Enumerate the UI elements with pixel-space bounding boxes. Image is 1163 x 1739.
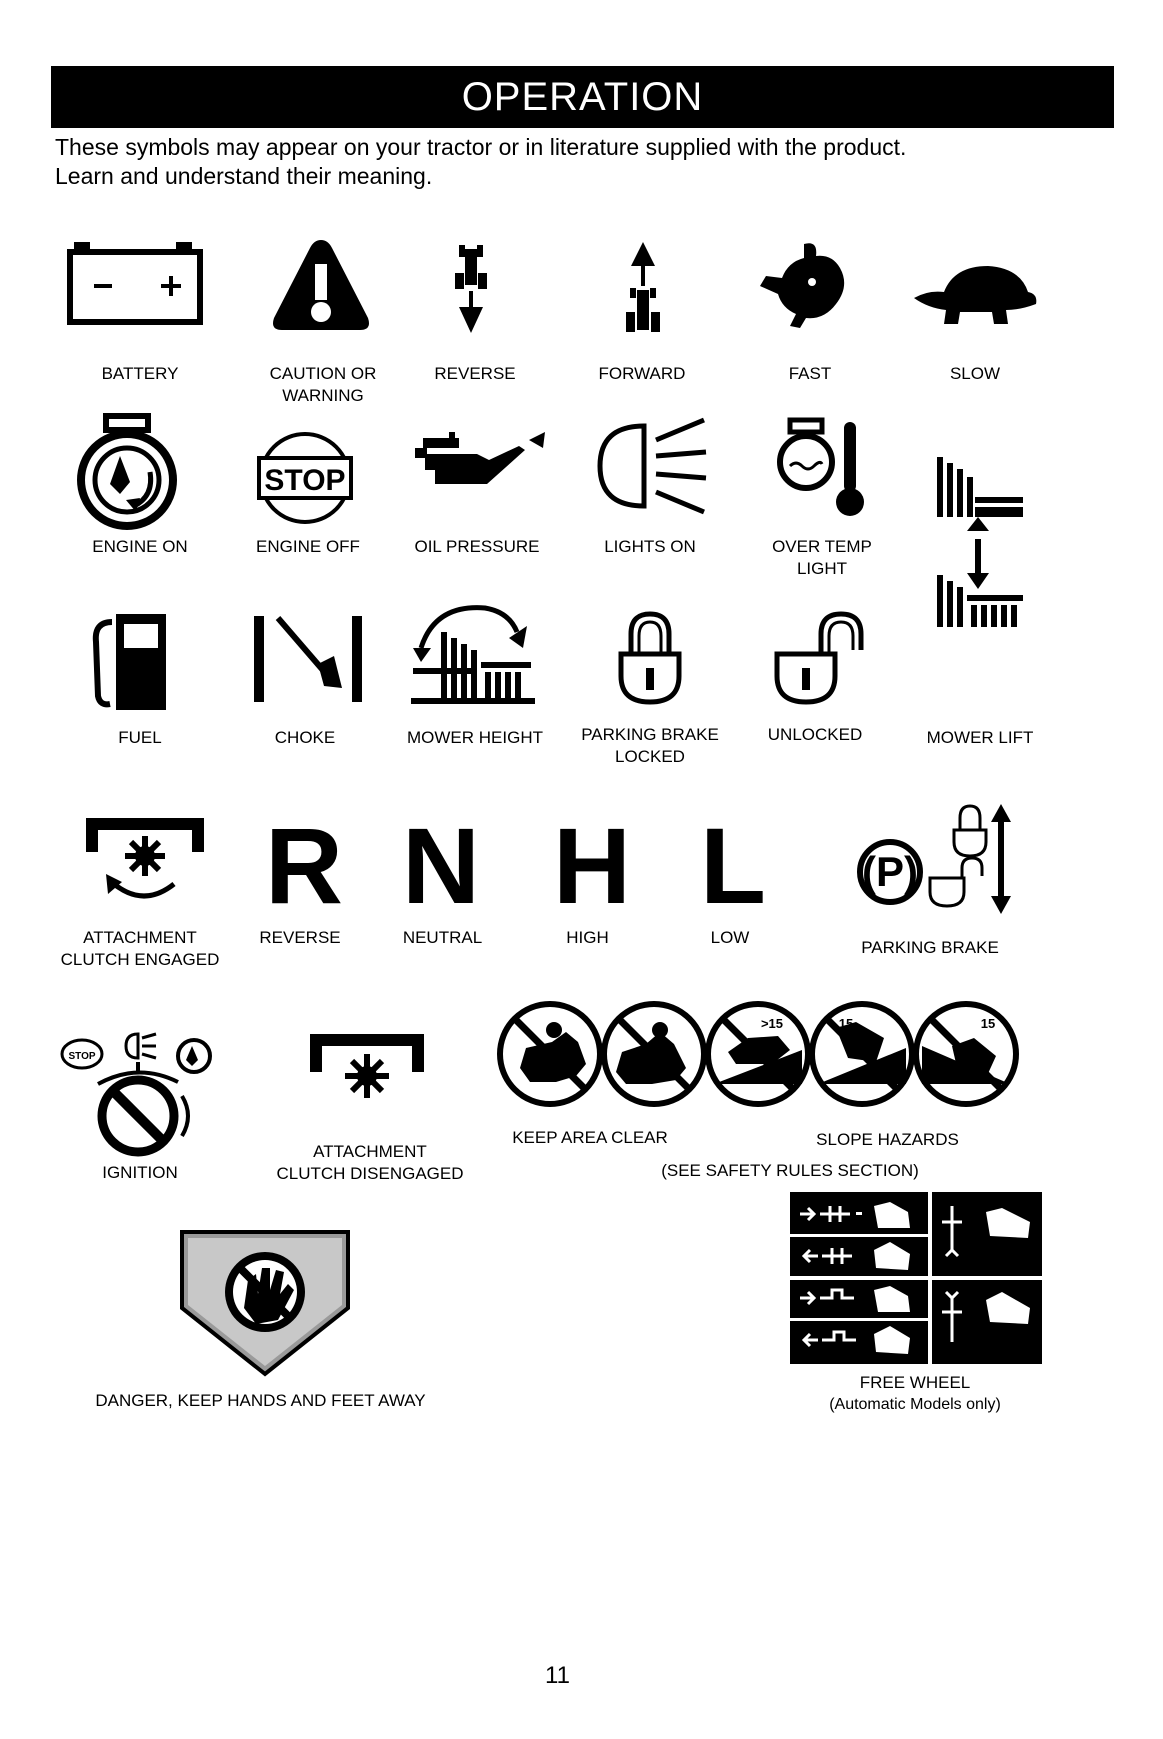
slope-hazard-circle-2 [812,1004,912,1104]
ignition-switch-icon [58,1020,218,1160]
free-wheel-diagram-icon [790,1192,1042,1364]
intro-line-2: Learn and understand their meaning. [55,163,433,189]
keep-area-clear-label: KEEP AREA CLEAR [512,1128,668,1147]
slope-hazard-circle-3 [916,1004,1016,1104]
battery-icon [64,240,209,330]
forward-arrow-icon [624,240,662,336]
oil-pressure-icon [413,430,548,502]
choke-label: CHOKE [274,728,336,747]
turtle-slow-icon [910,262,1040,330]
parking-brake-label: PARKING BRAKE [861,938,999,957]
attachment-disengaged-label-1: ATTACHMENT [313,1142,427,1161]
intro-line-1: These symbols may appear on your tractor or in literature supplied with the product. [55,134,907,160]
mower-height-label: MOWER HEIGHT [407,728,543,747]
caution-label-2: WARNING [282,386,364,405]
engine-off-label: ENGINE OFF [256,537,360,556]
low-letter-l: L [700,805,766,926]
high-label: HIGH [566,928,609,947]
attachment-engaged-label-2: CLUTCH ENGAGED [60,950,220,969]
p-symbol-text: (P) [862,848,918,895]
fast-label: FAST [788,364,832,383]
caution-warning-icon [268,236,374,334]
svg-text:15: 15 [838,1016,854,1031]
mower-height-icon [405,598,540,706]
parking-brake-locked-label-1: PARKING BRAKE [581,725,719,744]
padlock-locked-icon [617,610,683,706]
rabbit-fast-icon [754,238,859,330]
free-wheel-decal [790,1192,1042,1364]
free-wheel-label: FREE WHEEL [859,1373,971,1392]
svg-text:>15: >15 [760,1016,784,1031]
attachment-engaged-label-1: ATTACHMENT [83,928,197,947]
intro-text [55,133,1135,191]
reverse-arrow-icon [453,243,489,335]
fuel-pump-icon [92,612,170,712]
forward-label: FORWARD [598,364,686,383]
engine-on-label: ENGINE ON [92,537,188,556]
reverse-r-label: REVERSE [259,928,341,947]
safety-prohibition-icons [496,998,1061,1110]
battery-label: BATTERY [101,364,179,383]
stop-text: STOP [264,464,346,497]
automatic-models-label: (Automatic Models only) [829,1396,1001,1413]
attachment-clutch-disengaged-icon [310,1028,424,1120]
danger-label: DANGER, KEEP HANDS AND FEET AWAY [95,1391,426,1410]
neutral-label: NEUTRAL [402,928,483,947]
neutral-letter-n: N [402,805,480,926]
over-temp-label-1: OVER TEMP [772,537,872,556]
oil-pressure-label: OIL PRESSURE [414,537,540,556]
slope-hazard-circle-1 [708,1004,808,1104]
svg-text:15: 15 [980,1016,996,1031]
page-number: 11 [545,1662,570,1689]
mower-lift-label: MOWER LIFT [926,728,1034,747]
parking-brake-locked-label-2: LOCKED [615,747,685,766]
slope-hazards-label: SLOPE HAZARDS [816,1130,959,1149]
choke-icon [250,612,368,704]
keep-clear-circle-1 [500,1004,600,1104]
lights-on-label: LIGHTS ON [604,537,696,556]
reverse-letter-r: R [265,805,343,926]
attachment-clutch-engaged-icon [86,812,204,912]
attachment-disengaged-label-2: CLUTCH DISENGAGED [276,1164,464,1183]
ignition-stop-text: STOP [68,1051,96,1062]
padlock-unlocked-icon [773,610,873,706]
mower-lift-icon [935,455,1030,630]
high-letter-h: H [553,805,631,926]
section-title-banner: OPERATION [51,66,1114,128]
over-temp-icon [774,416,874,520]
danger-hands-feet-icon [178,1228,353,1378]
engine-off-icon [255,428,355,528]
keep-clear-circle-2 [604,1004,704,1104]
over-temp-label-2: LIGHT [796,559,848,578]
caution-label-1: CAUTION OR [269,364,377,383]
ignition-label: IGNITION [102,1163,178,1182]
unlocked-label: UNLOCKED [767,725,863,744]
slow-label: SLOW [949,364,1001,383]
see-safety-rules-label: (SEE SAFETY RULES SECTION) [661,1161,919,1180]
low-label: LOW [710,928,750,947]
reverse-label: REVERSE [434,364,516,383]
engine-on-icon [66,412,188,530]
parking-brake-icon [852,800,1022,915]
lights-on-icon [594,412,714,520]
fuel-label: FUEL [118,728,162,747]
